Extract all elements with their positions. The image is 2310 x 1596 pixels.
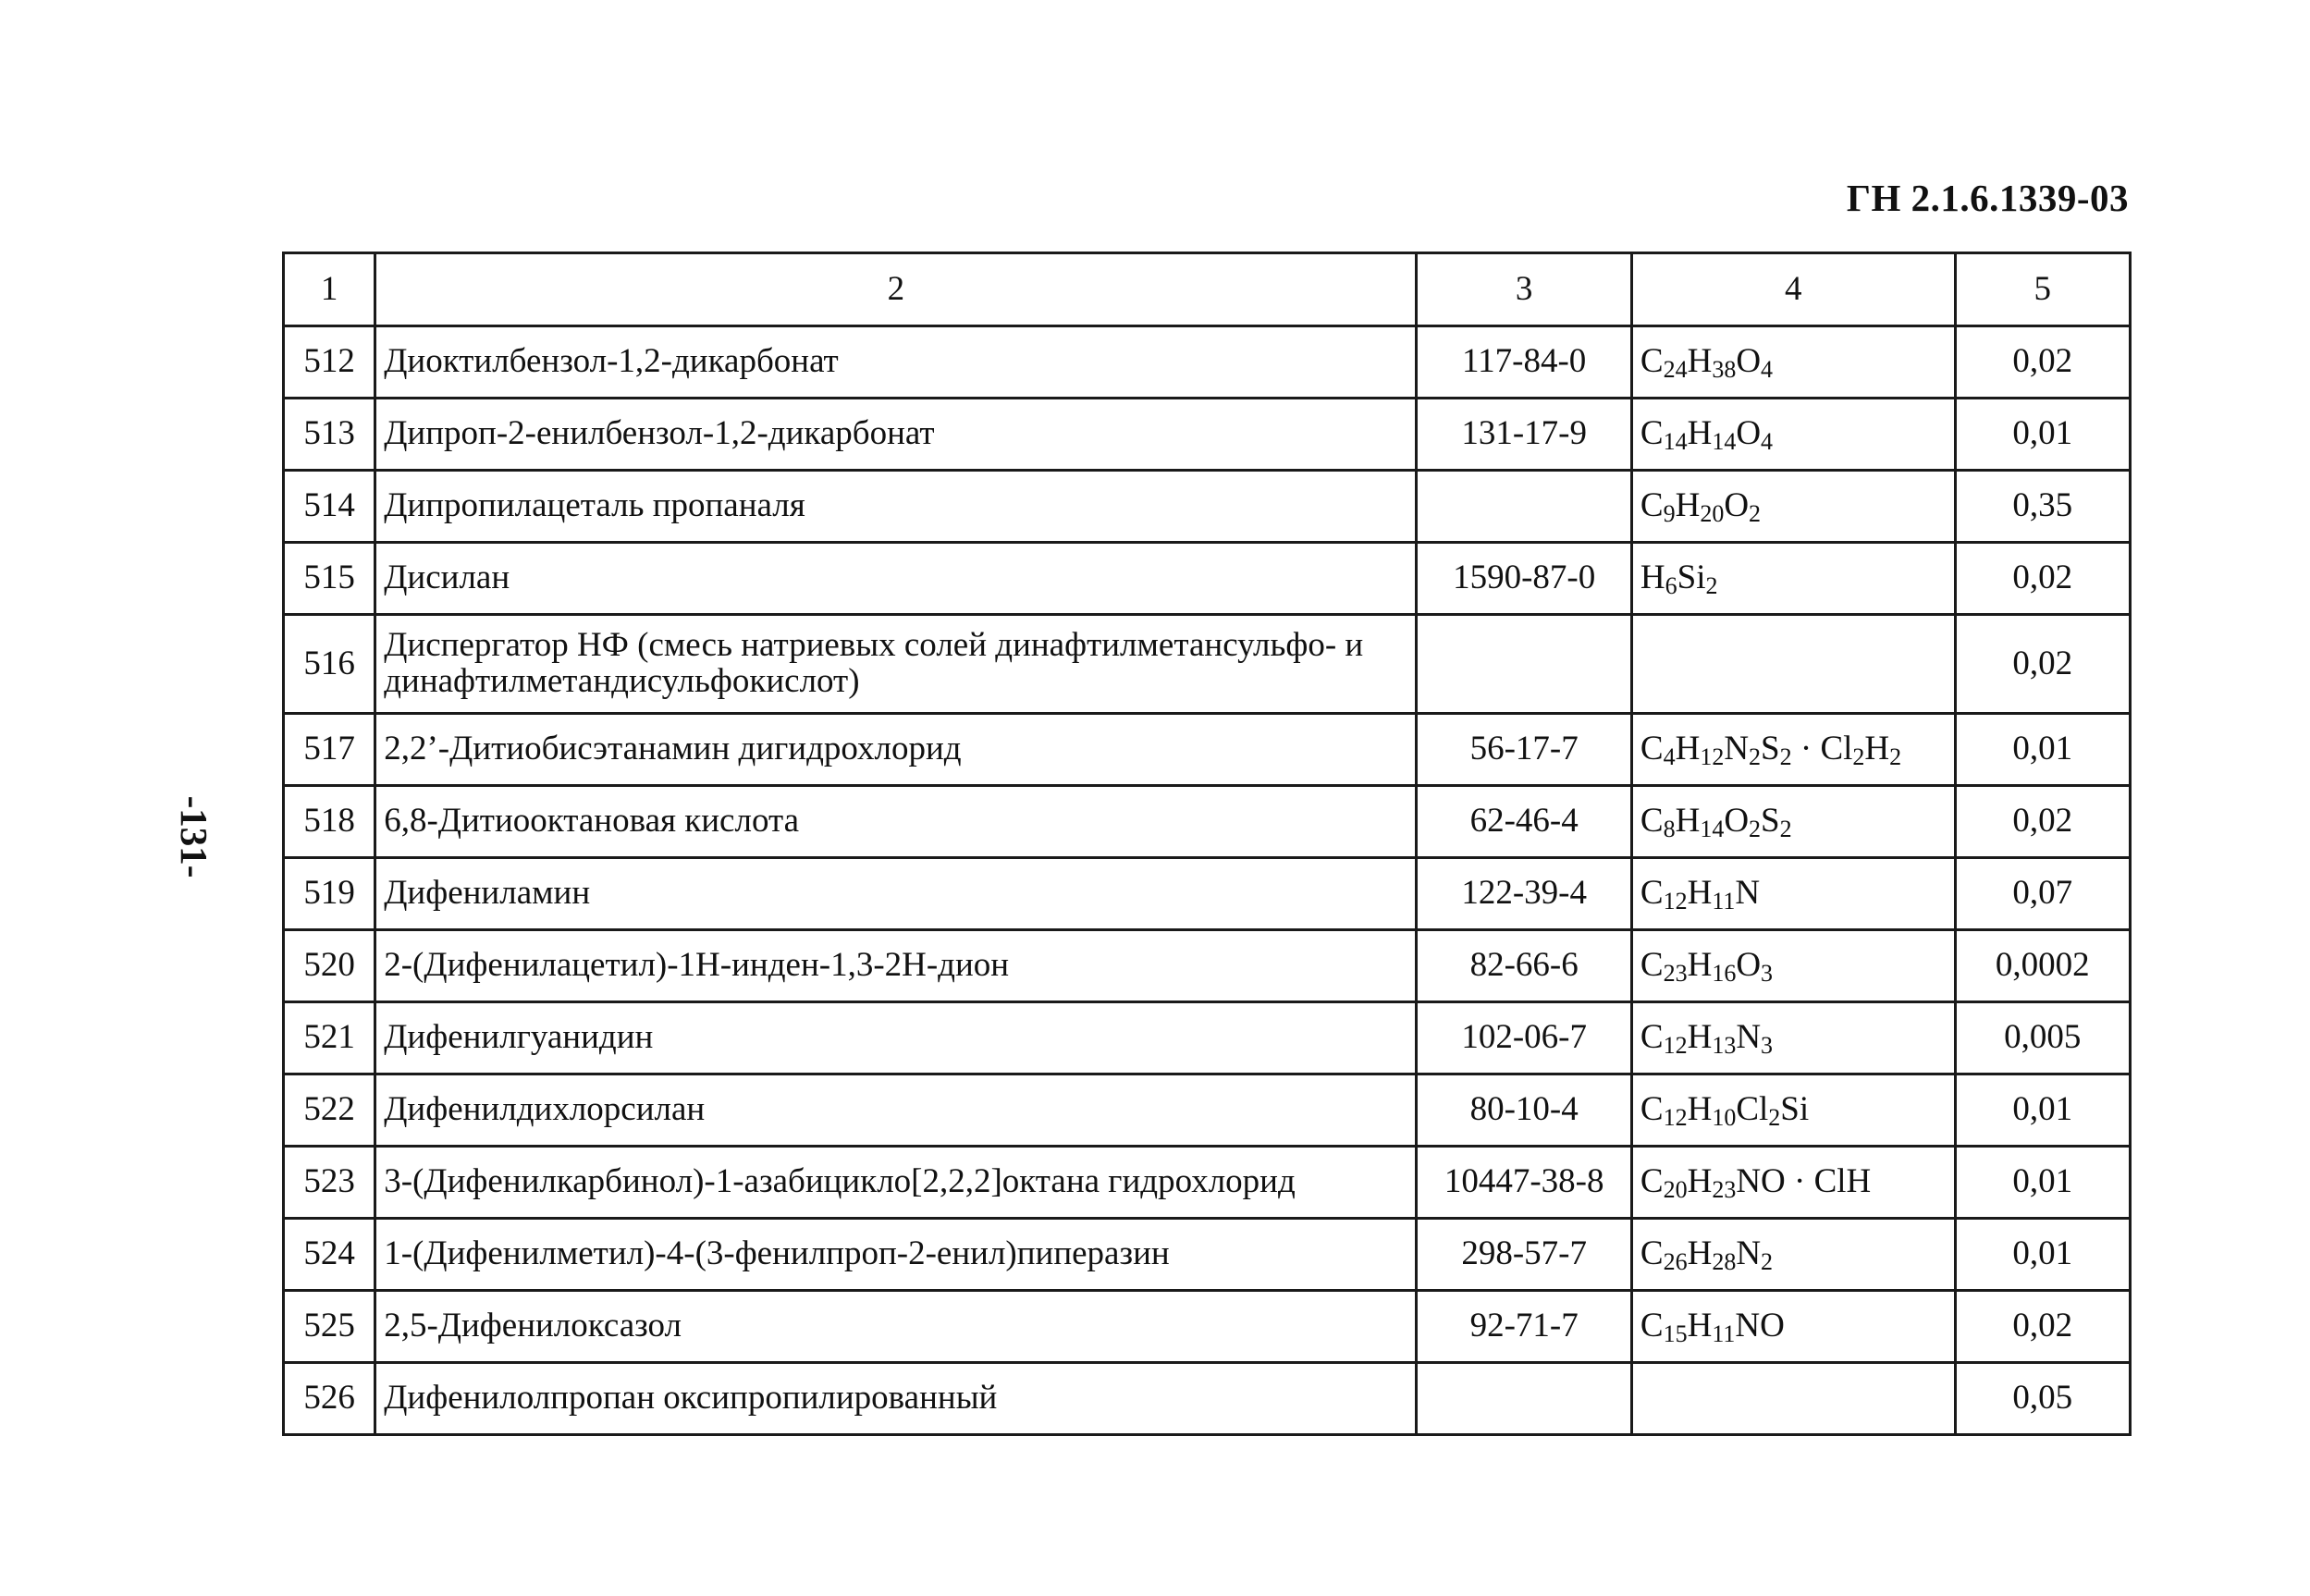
table-row [284,399,2131,471]
limit-value-cell: 0,0002 [1955,930,2130,1002]
table-row [284,1074,2131,1147]
formula-subscript: 2 [1852,743,1865,771]
row-number-cell: 517 [284,714,375,786]
column-header-5: 5 [1955,253,2130,326]
cas-number-cell: 298-57-7 [1417,1219,1631,1291]
formula-element: · Cl [1791,730,1853,768]
formula-subscript: 14 [1663,428,1688,456]
formula-subscript: 4 [1663,743,1676,771]
row-number-cell: 512 [284,326,375,399]
formula-cell [1631,858,1955,930]
formula-element: O [1724,486,1750,525]
formula-subscript: 12 [1663,1104,1688,1132]
substance-name-cell: Дифенилгуанидин [375,1002,1417,1074]
row-number-cell: 522 [284,1074,375,1147]
cas-number-cell: 117-84-0 [1417,326,1631,399]
substance-name-cell: 3-(Дифенилкарбинол)-1-азабицикло[2,2,2]октана гидрохлорид [375,1147,1417,1219]
table-row [284,471,2131,543]
formula-subscript: 2 [1749,500,1762,528]
limit-value-cell: 0,02 [1955,543,2130,615]
cas-number-cell: 10447-38-8 [1417,1147,1631,1219]
formula-subscript: 20 [1663,1176,1688,1204]
formula-subscript: 26 [1663,1248,1688,1276]
formula-element: H [1687,414,1713,453]
formula-subscript: 15 [1663,1320,1688,1348]
formula-element: C [1640,946,1664,985]
cas-number-cell: 102-06-7 [1417,1002,1631,1074]
substance-name-cell: Дифениламин [375,858,1417,930]
column-header-1: 1 [284,253,375,326]
substance-name-cell: 2,5-Дифенилоксазол [375,1291,1417,1363]
formula-subscript: 13 [1712,1032,1737,1060]
formula-subscript: 23 [1712,1176,1737,1204]
cas-number-cell: 82-66-6 [1417,930,1631,1002]
cas-number-cell: 80-10-4 [1417,1074,1631,1147]
table-row [284,615,2131,714]
formula-cell [1631,930,1955,1002]
cas-number-cell: 122-39-4 [1417,858,1631,930]
formula-subscript: 10 [1712,1104,1737,1132]
formula-cell [1631,326,1955,399]
formula-subscript: 2 [1705,572,1718,600]
formula-element: C [1640,1018,1664,1057]
formula-element: H [1687,1018,1713,1057]
formula-subscript: 8 [1663,816,1676,843]
formula-element: H [1687,1090,1713,1129]
formula-element: O [1724,802,1750,841]
cas-number-cell [1417,471,1631,543]
formula-cell [1631,543,1955,615]
formula-element: H [1687,1307,1713,1345]
formula-subscript: 24 [1663,356,1688,384]
row-number-cell: 513 [284,399,375,471]
row-number-cell: 519 [284,858,375,930]
table-row [284,1363,2131,1435]
table-row [284,1291,2131,1363]
formula-element: C [1640,730,1664,768]
cas-number-cell: 131-17-9 [1417,399,1631,471]
limit-value-cell: 0,35 [1955,471,2130,543]
limit-value-cell: 0,07 [1955,858,2130,930]
formula-element: O [1736,414,1762,453]
formula-element: C [1640,1162,1664,1201]
row-number-cell: 524 [284,1219,375,1291]
formula-subscript: 12 [1700,743,1725,771]
substance-name-cell: Дифенилдихлорсилан [375,1074,1417,1147]
formula-element: C [1640,874,1664,913]
formula-cell [1631,399,1955,471]
formula-cell [1631,1219,1955,1291]
table-row [284,930,2131,1002]
limit-value-cell: 0,02 [1955,326,2130,399]
table-row [284,714,2131,786]
table-row [284,1219,2131,1291]
row-number-cell: 515 [284,543,375,615]
formula-cell [1631,615,1955,714]
formula-element: N [1724,730,1750,768]
formula-subscript: 23 [1663,960,1688,988]
formula-subscript: 2 [1768,1104,1781,1132]
formula-cell [1631,1147,1955,1219]
limit-value-cell: 0,02 [1955,615,2130,714]
formula-element: C [1640,1307,1664,1345]
cas-number-cell: 62-46-4 [1417,786,1631,858]
formula-element: H [1687,1234,1713,1273]
table-row [284,326,2131,399]
formula-subscript: 20 [1700,500,1725,528]
formula-subscript: 12 [1663,888,1688,915]
table-row [284,1002,2131,1074]
formula-element: N [1736,1234,1762,1273]
substance-name-cell: Диоктилбензол-1,2-дикарбонат [375,326,1417,399]
formula-subscript: 16 [1712,960,1737,988]
formula-element: C [1640,342,1664,381]
column-header-2: 2 [375,253,1417,326]
formula-element: O [1736,946,1762,985]
row-number-cell: 521 [284,1002,375,1074]
row-number-cell: 518 [284,786,375,858]
cas-number-cell: 1590-87-0 [1417,543,1631,615]
formula-subscript: 38 [1712,356,1737,384]
formula-subscript: 14 [1700,816,1725,843]
formula-element: Cl [1736,1090,1769,1129]
substances-table [282,252,2132,1436]
row-number-cell: 523 [284,1147,375,1219]
formula-cell [1631,786,1955,858]
formula-subscript: 3 [1761,1032,1774,1060]
formula-element: C [1640,802,1664,841]
formula-element: NO [1735,1307,1785,1345]
document-code: ГН 2.1.6.1339-03 [1846,177,2129,219]
column-header-4: 4 [1631,253,1955,326]
row-number-cell: 526 [284,1363,375,1435]
column-header-3: 3 [1417,253,1631,326]
formula-subscript: 4 [1761,428,1774,456]
substance-name-cell: 2-(Дифенилацетил)-1Н-инден-1,3-2Н-дион [375,930,1417,1002]
formula-subscript: 6 [1665,572,1677,600]
formula-subscript: 12 [1663,1032,1688,1060]
limit-value-cell: 0,02 [1955,786,2130,858]
row-number-cell: 525 [284,1291,375,1363]
formula-subscript: 2 [1779,816,1792,843]
formula-element: H [1640,559,1665,597]
formula-subscript: 11 [1712,888,1736,915]
formula-element: C [1640,1090,1664,1129]
table-row [284,1147,2131,1219]
limit-value-cell: 0,01 [1955,1219,2130,1291]
column-number-row [284,253,2131,326]
cas-number-cell: 56-17-7 [1417,714,1631,786]
formula-subscript: 2 [1779,743,1792,771]
formula-subscript: 11 [1712,1320,1736,1348]
row-number-cell: 520 [284,930,375,1002]
formula-subscript: 2 [1749,743,1762,771]
formula-subscript: 28 [1712,1248,1737,1276]
formula-subscript: 9 [1663,500,1676,528]
formula-cell [1631,1074,1955,1147]
formula-element: Si [1677,559,1706,597]
cas-number-cell [1417,1363,1631,1435]
formula-element: Si [1780,1090,1810,1129]
formula-cell [1631,1363,1955,1435]
limit-value-cell: 0,01 [1955,1074,2130,1147]
substance-name-cell: Дифенилолпропан оксипропилированный [375,1363,1417,1435]
formula-subscript: 2 [1749,816,1762,843]
formula-element: N [1736,1018,1762,1057]
formula-subscript: 14 [1712,428,1737,456]
limit-value-cell: 0,005 [1955,1002,2130,1074]
formula-element: H [1687,874,1713,913]
formula-element: C [1640,1234,1664,1273]
limit-value-cell: 0,02 [1955,1291,2130,1363]
formula-element: H [1687,1162,1713,1201]
limit-value-cell: 0,01 [1955,399,2130,471]
table-header [284,253,2131,326]
formula-element: S [1761,802,1780,841]
formula-cell [1631,1002,1955,1074]
formula-element: H [1675,802,1701,841]
formula-element: H [1687,342,1713,381]
limit-value-cell: 0,01 [1955,714,2130,786]
formula-subscript: 2 [1889,743,1902,771]
substance-name-cell: Дипроп-2-енилбензол-1,2-дикарбонат [375,399,1417,471]
page-number: -131- [173,795,215,878]
formula-element: S [1761,730,1780,768]
formula-element: H [1675,730,1701,768]
substance-name-cell: Дипропилацеталь пропаналя [375,471,1417,543]
cas-number-cell [1417,615,1631,714]
substance-name-cell: 1-(Дифенилметил)-4-(3-фенилпроп-2-енил)пиперазин [375,1219,1417,1291]
formula-element: H [1687,946,1713,985]
table-row [284,543,2131,615]
formula-element: H [1864,730,1890,768]
substance-name-cell: 2,2’-Дитиобисэтанамин дигидрохлорид [375,714,1417,786]
substance-name-cell: Диспергатор НФ (смесь натриевых солей динафтилметансульфо- и динафтилметандисульфокислот) [375,615,1417,714]
limit-value-cell: 0,05 [1955,1363,2130,1435]
limit-value-cell: 0,01 [1955,1147,2130,1219]
formula-element: NO · ClH [1736,1162,1872,1201]
formula-cell [1631,714,1955,786]
formula-element: N [1735,874,1761,913]
table-row [284,786,2131,858]
substance-name-cell: 6,8-Дитиооктановая кислота [375,786,1417,858]
formula-cell [1631,1291,1955,1363]
formula-element: H [1675,486,1701,525]
formula-element: C [1640,486,1664,525]
formula-subscript: 3 [1761,960,1774,988]
row-number-cell: 514 [284,471,375,543]
substance-name-cell: Дисилан [375,543,1417,615]
table-row [284,858,2131,930]
formula-subscript: 4 [1761,356,1774,384]
formula-element: C [1640,414,1664,453]
formula-element: O [1736,342,1762,381]
row-number-cell: 516 [284,615,375,714]
table-body [284,326,2131,1435]
formula-subscript: 2 [1761,1248,1774,1276]
formula-cell [1631,471,1955,543]
cas-number-cell: 92-71-7 [1417,1291,1631,1363]
